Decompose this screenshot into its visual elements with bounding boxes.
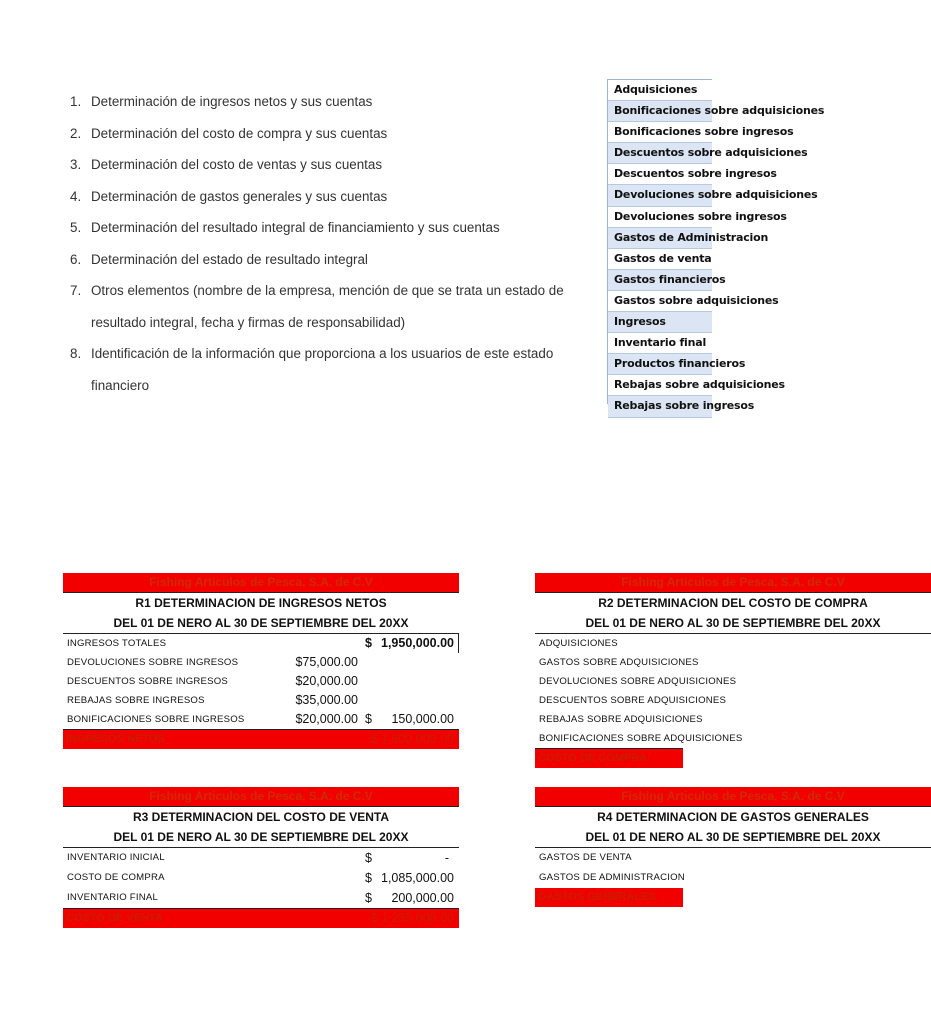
list-number: 8. bbox=[70, 346, 82, 361]
list-text: Determinación del resultado integral de financiamiento y sus cuentas bbox=[91, 220, 500, 235]
table-row bbox=[535, 868, 683, 888]
table-row bbox=[63, 888, 459, 908]
table-row bbox=[63, 710, 459, 729]
list-text: Otros elementos (nombre de la empresa, mención de que se trata un estado de bbox=[91, 283, 564, 298]
currency-sign: $ bbox=[365, 891, 372, 905]
row-label: GASTOS DE ADMINISTRACION bbox=[539, 872, 685, 883]
company-header: Fishing Articulos de Pesca, S.A. de C.V bbox=[535, 573, 931, 592]
total-label: COSTO DE VENTA bbox=[66, 912, 163, 924]
list-number: 2. bbox=[70, 125, 82, 141]
list-number: 4. bbox=[70, 188, 82, 204]
currency-sign: $ bbox=[365, 871, 372, 885]
total-label: GASTOS GENERALES bbox=[538, 891, 656, 903]
statement-period: DEL 01 DE NERO AL 30 DE SEPTIEMBRE DEL 20XX bbox=[535, 827, 931, 848]
row-label: INGRESOS TOTALES bbox=[67, 638, 167, 649]
row-label: GASTOS DE VENTA bbox=[539, 852, 632, 863]
table-row bbox=[535, 653, 699, 672]
row-label: INVENTARIO INICIAL bbox=[67, 852, 165, 863]
list-number: 1. bbox=[70, 94, 82, 109]
row-amount: $35,000.00 bbox=[295, 693, 358, 707]
account-row: Gastos sobre adquisiciones bbox=[608, 291, 712, 312]
total-row bbox=[63, 908, 459, 928]
row-label: BONIFICACIONES SOBRE INGRESOS bbox=[67, 714, 245, 725]
statement-period: DEL 01 DE NERO AL 30 DE SEPTIEMBRE DEL 20XX bbox=[63, 827, 459, 848]
row-label: DEVOLUCIONES SOBRE ADQUISICIONES bbox=[539, 676, 737, 687]
total-value: $ 1,800,000.00 bbox=[370, 732, 454, 746]
row-amount: $75,000.00 bbox=[295, 655, 358, 669]
table-row bbox=[535, 848, 683, 868]
account-row: Adquisiciones bbox=[608, 80, 712, 101]
row-label: INVENTARIO FINAL bbox=[67, 892, 158, 903]
table-row bbox=[535, 672, 737, 691]
account-row: Rebajas sobre adquisiciones bbox=[608, 375, 712, 396]
account-row: Inventario final bbox=[608, 333, 712, 354]
row-total: 200,000.00 bbox=[391, 891, 454, 905]
list-text: Determinación de gastos generales y sus cuentas bbox=[91, 188, 388, 204]
row-total: 1,085,000.00 bbox=[381, 871, 454, 885]
company-header: Fishing Articulos de Pesca, S.A. de C.V bbox=[63, 787, 459, 806]
statement-title: R1 DETERMINACION DE INGRESOS NETOS bbox=[63, 592, 459, 613]
list-text: Determinación del costo de compra y sus cuentas bbox=[91, 125, 388, 141]
list-text: Determinación del costo de ventas y sus cuentas bbox=[91, 157, 383, 172]
company-header: Fishing Articulos de Pesca, S.A. de C.V bbox=[535, 787, 931, 806]
currency-sign: $ bbox=[365, 851, 372, 865]
currency-sign: $ bbox=[365, 712, 372, 726]
r4-statement bbox=[535, 787, 881, 907]
table-row bbox=[63, 868, 459, 888]
statement-title: R2 DETERMINACION DEL COSTO DE COMPRA bbox=[535, 592, 931, 613]
table-row bbox=[535, 710, 703, 729]
list-number: 7. bbox=[70, 283, 82, 298]
statement-period: DEL 01 DE NERO AL 30 DE SEPTIEMBRE DEL 20XX bbox=[535, 613, 931, 634]
account-row: Bonificaciones sobre ingresos bbox=[608, 122, 712, 143]
row-total: 150,000.00 bbox=[391, 712, 454, 726]
account-row: Descuentos sobre adquisiciones bbox=[608, 143, 712, 164]
account-row: Ingresos bbox=[608, 312, 712, 333]
row-label: DESCUENTOS SOBRE ADQUISICIONES bbox=[539, 695, 727, 706]
account-row: Devoluciones sobre ingresos bbox=[608, 207, 712, 228]
row-label: GASTOS SOBRE ADQUISICIONES bbox=[539, 657, 699, 668]
accounts-table bbox=[607, 79, 825, 413]
account-row: Productos financieros bbox=[608, 354, 712, 375]
account-row: Bonificaciones sobre adquisiciones bbox=[608, 101, 712, 122]
statement-period: DEL 01 DE NERO AL 30 DE SEPTIEMBRE DEL 20XX bbox=[63, 613, 459, 634]
row-total: - bbox=[444, 851, 449, 865]
row-amount: $20,000.00 bbox=[295, 712, 358, 726]
table-row bbox=[535, 729, 743, 748]
account-row: Gastos de Administracion bbox=[608, 228, 712, 249]
account-row: Devoluciones sobre adquisiciones bbox=[608, 185, 712, 206]
row-label: REBAJAS SOBRE ADQUISICIONES bbox=[539, 714, 703, 725]
row-label: BONIFICACIONES SOBRE ADQUISICIONES bbox=[539, 733, 743, 744]
table-row bbox=[535, 691, 727, 710]
table-row bbox=[535, 634, 683, 653]
list-number: 6. bbox=[70, 251, 82, 267]
account-row: Descuentos sobre ingresos bbox=[608, 164, 712, 185]
list-text: resultado integral, fecha y firmas de responsabilidad) bbox=[91, 314, 406, 330]
r3-statement bbox=[63, 787, 459, 928]
list-text: Identificación de la información que proporciona a los usuarios de este estado bbox=[91, 346, 554, 361]
total-row bbox=[535, 748, 683, 768]
row-label: REBAJAS SOBRE INGRESOS bbox=[67, 695, 205, 706]
cell-border bbox=[458, 634, 459, 653]
account-row: Gastos de venta bbox=[608, 249, 712, 270]
table-row bbox=[63, 634, 459, 653]
total-label: COSTO DE COMPRA bbox=[538, 752, 648, 764]
row-label: ADQUISICIONES bbox=[539, 638, 618, 649]
r1-statement bbox=[63, 573, 459, 749]
company-header: Fishing Articulos de Pesca, S.A. de C.V bbox=[63, 573, 459, 592]
statement-title: R3 DETERMINACION DEL COSTO DE VENTA bbox=[63, 806, 459, 827]
account-row: Gastos financieros bbox=[608, 270, 712, 291]
table-row bbox=[63, 691, 459, 710]
statement-title: R4 DETERMINACION DE GASTOS GENERALES bbox=[535, 806, 931, 827]
list-text: Determinación de ingresos netos y sus cuentas bbox=[91, 94, 373, 109]
total-row bbox=[535, 888, 683, 907]
account-row: Rebajas sobre ingresos bbox=[608, 396, 712, 417]
row-label: COSTO DE COMPRA bbox=[67, 872, 165, 883]
table-row bbox=[63, 848, 459, 868]
list-number: 5. bbox=[70, 220, 82, 235]
total-row bbox=[63, 729, 459, 749]
total-value: $ 1,285,000.00 bbox=[370, 911, 454, 925]
row-label: DESCUENTOS SOBRE INGRESOS bbox=[67, 676, 229, 687]
row-label: DEVOLUCIONES SOBRE INGRESOS bbox=[67, 657, 239, 668]
r2-statement bbox=[535, 573, 881, 768]
list-text: financiero bbox=[91, 377, 150, 393]
list-number: 3. bbox=[70, 157, 82, 172]
list-text: Determinación del estado de resultado integral bbox=[91, 251, 368, 267]
table-row bbox=[63, 672, 459, 691]
total-label: INGRESOS NETOS bbox=[66, 733, 165, 745]
row-amount: $20,000.00 bbox=[295, 674, 358, 688]
currency-sign: $ bbox=[365, 636, 372, 650]
row-total: 1,950,000.00 bbox=[381, 636, 454, 650]
table-row bbox=[63, 653, 459, 672]
